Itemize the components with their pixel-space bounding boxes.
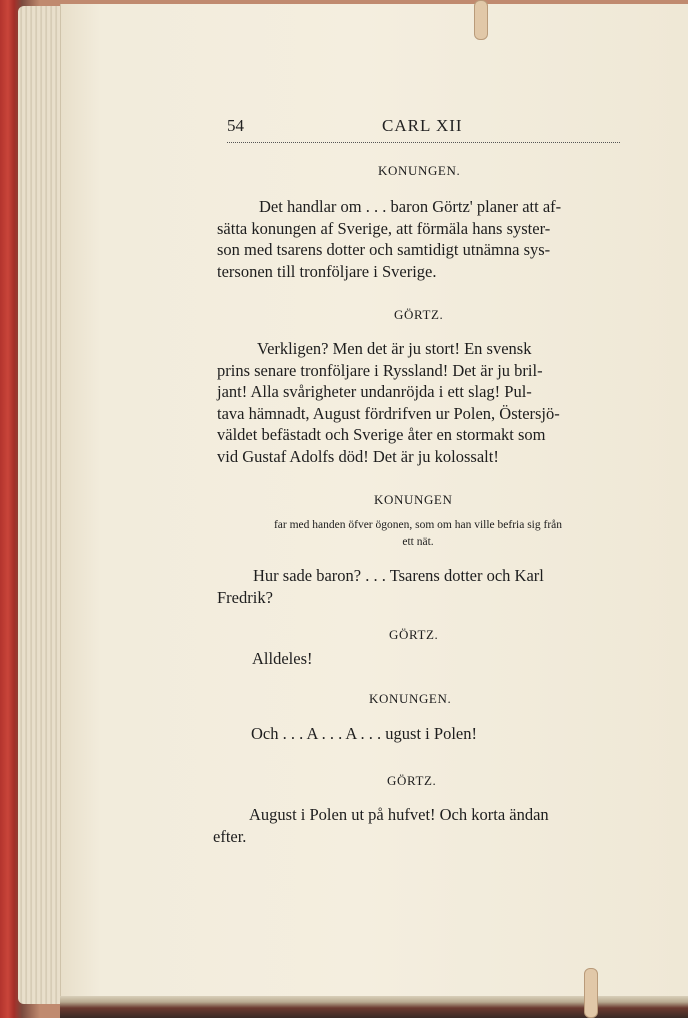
- dialogue-line: Det handlar om . . . baron Görtz' planer att af-: [259, 197, 562, 216]
- stage-direction: [217, 517, 619, 551]
- dialogue-line: Verkligen? Men det är ju stort! En svensk: [257, 339, 532, 358]
- running-title: CARL XII: [382, 116, 463, 135]
- page-header: [227, 116, 620, 143]
- dialogue-paragraph: [217, 565, 619, 608]
- bookmark-ribbon-top: [474, 0, 488, 40]
- dialogue-line: tava hämnadt, August fördrifven ur Polen, Östersjö-: [217, 403, 560, 423]
- dialogue-line: väldet befästadt och Sverige åter en stormakt som: [217, 425, 546, 444]
- dialogue-paragraph: [217, 196, 619, 282]
- dialogue-line: efter.: [213, 826, 247, 846]
- dialogue-line: jant! Alla svårigheter undanröjda i ett slag! Pul-: [217, 382, 532, 401]
- dialogue-paragraph: [251, 723, 591, 745]
- dialogue-line: prins senare tronföljare i Ryssland! Det är ju bril-: [217, 360, 543, 380]
- speaker-name: GÖRTZ.: [387, 773, 437, 788]
- dialogue-paragraph: [217, 338, 619, 467]
- dialogue-line: August i Polen ut på hufvet! Och korta ändan: [249, 805, 549, 824]
- speaker-name: GÖRTZ.: [389, 627, 439, 642]
- dialogue-paragraph: [213, 804, 611, 847]
- dialogue-paragraph: [252, 648, 552, 670]
- dialogue-line: vid Gustaf Adolfs död! Det är ju kolossalt!: [217, 446, 499, 466]
- bookmark-ribbon-bottom: [584, 968, 598, 1018]
- dialogue-line: Alldeles!: [252, 649, 313, 668]
- speaker-name: KONUNGEN.: [378, 163, 461, 178]
- speaker-name: GÖRTZ.: [394, 307, 444, 322]
- dialogue-line: Och . . . A . . . A . . . ugust i Polen!: [251, 724, 477, 743]
- dialogue-line: son med tsarens dotter och samtidigt utnämna sys-: [217, 240, 551, 259]
- page-number: 54: [227, 116, 244, 135]
- stage-direction-line: ett nät.: [402, 536, 434, 548]
- stage-direction-line: far med handen öfver ögonen, som om han ville befria sig från: [273, 519, 563, 531]
- speaker-name: KONUNGEN.: [369, 691, 452, 706]
- dialogue-line: Hur sade baron? . . . Tsarens dotter och Karl: [253, 566, 544, 585]
- dialogue-line: sätta konungen af Sverige, att förmäla hans syster-: [217, 218, 551, 238]
- dialogue-line: Fredrik?: [217, 587, 273, 607]
- speaker-name: KONUNGEN: [374, 492, 453, 507]
- dialogue-line: tersonen till tronföljare i Sverige.: [217, 261, 437, 281]
